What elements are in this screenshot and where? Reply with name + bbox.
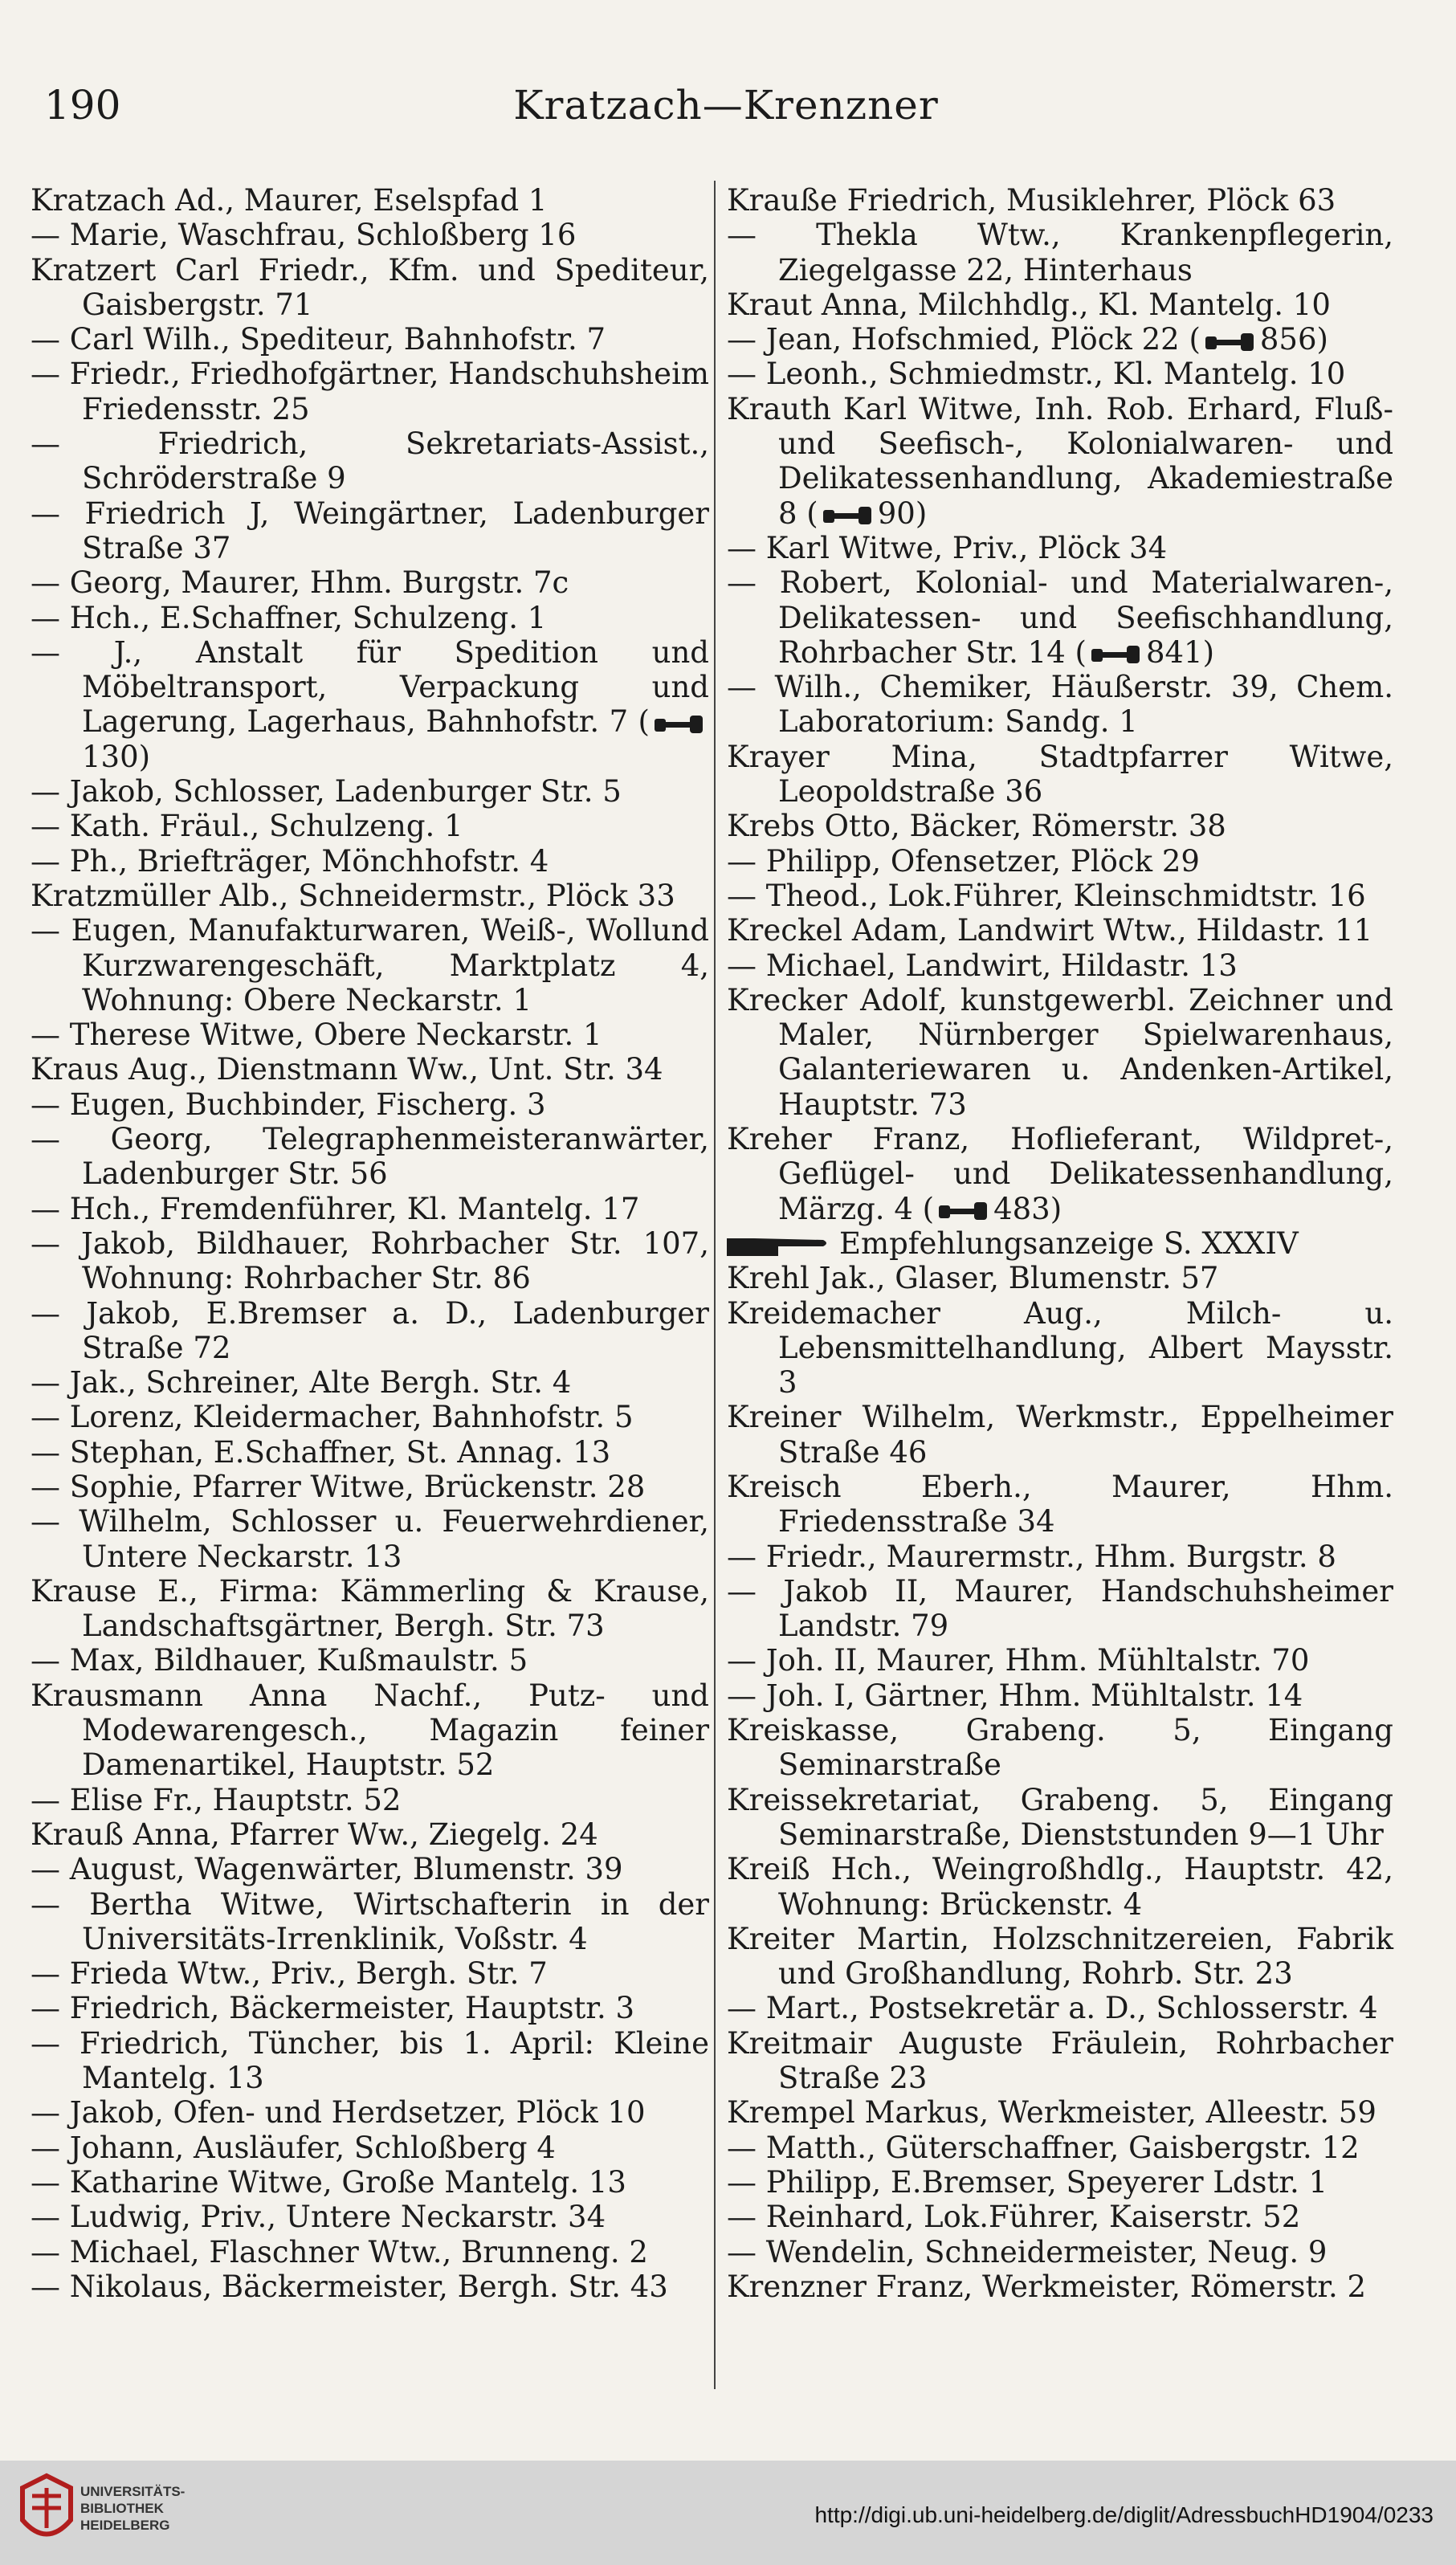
directory-entry [727, 1574, 1393, 1644]
entry-text: Krebs Otto, Bäcker, Römerstr. 38 [727, 809, 1226, 844]
entry-text: Kreisch Eberh., Maurer, Hhm. Friedensstraße 34 [727, 1469, 1393, 1539]
entry-text: — Friedr., Maurermstr., Hhm. Burgstr. 8 [727, 1539, 1336, 1574]
directory-entry [727, 2165, 1393, 2200]
logo-text [80, 2483, 185, 2534]
entry-text: Kratzert Carl Friedr., Kfm. und Spediteur, Gaisbergstr. 71 [31, 252, 709, 322]
directory-entry [31, 496, 709, 566]
entry-text: — Wilh., Chemiker, Häußerstr. 39, Chem. Laboratorium: Sandg. 1 [727, 670, 1393, 740]
entry-text: — Wendelin, Schneidermeister, Neug. 9 [727, 2234, 1328, 2269]
directory-entry [31, 913, 709, 1017]
source-url-link[interactable]: http://digi.ub.uni-heidelberg.de/diglit/AdressbuchHD1904/0233 [814, 2502, 1434, 2527]
entry-text: — Jakob, Schlosser, Ladenburger Str. 5 [31, 774, 622, 809]
directory-entry [31, 635, 709, 774]
entry-text: — Friedrich, Sekretariats-Assist., Schröderstraße 9 [31, 426, 709, 496]
entry-text: Krayer Mina, Stadtpfarrer Witwe, Leopoldstraße 36 [727, 739, 1393, 809]
entry-text: Kraus Aug., Dienstmann Ww., Unt. Str. 34 [31, 1052, 663, 1087]
entry-text: — Sophie, Pfarrer Witwe, Brückenstr. 28 [31, 1469, 646, 1504]
directory-entry [31, 1052, 709, 1087]
entry-text: Kreiter Martin, Holzschnitzereien, Fabrik und Großhandlung, Rohrb. Str. 23 [727, 1921, 1393, 1992]
directory-entry [31, 1122, 709, 1192]
directory-entry [727, 2095, 1393, 2130]
phone-number: 841 [1145, 634, 1203, 670]
directory-entry [31, 1956, 709, 1991]
directory-entry [31, 2095, 709, 2130]
directory-entry [727, 2200, 1393, 2234]
entry-text: Krausmann Anna Nachf., Putz- und Modewarengesch., Magazin feiner Damenartikel, Hauptstr. 52 [31, 1678, 709, 1783]
column-divider [714, 181, 716, 2389]
entry-text: Kratzach Ad., Maurer, Eselspfad 1 [31, 183, 548, 218]
directory-entry [31, 2235, 709, 2269]
entry-text: Kreiner Wilhelm, Werkmstr., Eppelheimer Straße 46 [727, 1400, 1393, 1470]
closing-paren: ) [138, 739, 151, 774]
entry-text: — Carl Wilh., Spediteur, Bahnhofstr. 7 [31, 322, 606, 357]
entry-text: — Marie, Waschfrau, Schloßberg 16 [31, 218, 577, 253]
entry-text: Krauß Anna, Pfarrer Ww., Ziegelg. 24 [31, 1817, 598, 1852]
running-title: Kratzach—Krenzner [513, 82, 939, 128]
entry-text: — Philipp, E.Bremser, Speyerer Ldstr. 1 [727, 2164, 1328, 2200]
entry-text: — Joh. II, Maurer, Hhm. Mühltalstr. 70 [727, 1643, 1310, 1678]
directory-entry [31, 1991, 709, 2025]
entry-text: — Elise Fr., Hauptstr. 52 [31, 1782, 402, 1817]
entry-text: — Therese Witwe, Obere Neckarstr. 1 [31, 1017, 602, 1053]
directory-entry [31, 1504, 709, 1574]
directory-entry [727, 183, 1393, 218]
entry-text: — Michael, Flaschner Wtw., Brunneng. 2 [31, 2234, 648, 2269]
directory-entry [727, 844, 1393, 879]
closing-paren: ) [915, 495, 928, 531]
directory-entry [727, 1922, 1393, 1992]
entry-text: — Nikolaus, Bäckermeister, Bergh. Str. 43 [31, 2269, 668, 2304]
entry-text: — Friedrich, Bäckermeister, Hauptstr. 3 [31, 1991, 635, 2026]
directory-entry [727, 322, 1393, 357]
directory-entry [31, 1783, 709, 1817]
page-header [44, 74, 1408, 146]
entry-text: — J., Anstalt für Spedition und Möbeltransport, Verpackung und Lagerung, Lagerhaus, Bahnhofstr. 7 ( [31, 634, 709, 740]
entry-text: — Johann, Ausläufer, Schloßberg 4 [31, 2130, 556, 2165]
directory-entry [727, 983, 1393, 1122]
entry-text: — Friedr., Friedhofgärtner, Handschuhsheim Friedensstr. 25 [31, 357, 709, 426]
directory-entry [31, 809, 709, 843]
entry-text: — Max, Bildhauer, Kußmaulstr. 5 [31, 1643, 528, 1678]
directory-entry [31, 2165, 709, 2200]
entry-text: — Georg, Telegraphenmeisteranwärter, Ladenburger Str. 56 [31, 1122, 709, 1192]
directory-entry [727, 2235, 1393, 2269]
entry-text: — Eugen, Buchbinder, Fischerg. 3 [31, 1087, 546, 1122]
directory-entry [727, 1643, 1393, 1678]
directory-entry [31, 322, 709, 357]
entry-text: — Eugen, Manufakturwaren, Weiß-, Wollund Kurzwarengeschäft, Marktplatz 4, Wohnung: Obere Neckarstr. 1 [31, 913, 709, 1017]
entry-text: — Jean, Hofschmied, Plöck 22 ( [727, 322, 1201, 357]
directory-entry [727, 218, 1393, 287]
directory-entry [727, 1226, 1393, 1261]
directory-entry [727, 392, 1393, 531]
entry-text: Krecker Adolf, kunstgewerbl. Zeichner und Maler, Nürnberger Spielwarenhaus, Galanteriewaren u. Andenken-Artikel, Hauptstr. 73 [727, 982, 1393, 1122]
directory-entry [31, 1296, 709, 1366]
entry-text: Kratzmüller Alb., Schneidermstr., Plöck 33 [31, 878, 675, 913]
directory-entry [31, 1435, 709, 1470]
directory-entry [727, 1470, 1393, 1539]
entry-text: — Kath. Fräul., Schulzeng. 1 [31, 809, 463, 844]
directory-entry [31, 1192, 709, 1226]
entry-text: Kreitmair Auguste Fräulein, Rohrbacher Straße 23 [727, 2025, 1393, 2096]
directory-entry [31, 426, 709, 496]
entry-text: — Philipp, Ofensetzer, Plöck 29 [727, 843, 1200, 879]
directory-entry [727, 531, 1393, 565]
entry-text: — Matth., Güterschaffner, Gaisbergstr. 12 [727, 2130, 1360, 2165]
directory-entry [727, 1296, 1393, 1401]
entry-text: — Jakob, Bildhauer, Rohrbacher Str. 107, Wohnung: Rohrbacher Str. 86 [31, 1225, 709, 1296]
directory-entry [31, 1852, 709, 1886]
entry-text: — Hch., E.Schaffner, Schulzeng. 1 [31, 600, 547, 635]
directory-entry [727, 1678, 1393, 1713]
entry-text: — Friedrich J, Weingärtner, Ladenburger Straße 37 [31, 495, 709, 565]
entry-text: Kreiß Hch., Weingroßhdlg., Hauptstr. 42, Wohnung: Brückenstr. 4 [727, 1852, 1393, 1922]
directory-entry [727, 809, 1393, 843]
entry-text: Empfehlungsanzeige S. XXXIV [839, 1225, 1299, 1261]
entry-text: — Thekla Wtw., Krankenpflegerin, Ziegelgasse 22, Hinterhaus [727, 218, 1393, 287]
directory-entry [31, 1643, 709, 1678]
entry-text: Kreidemacher Aug., Milch- u. Lebensmittelhandlung, Albert Maysstr. 3 [727, 1295, 1393, 1401]
logo-line: UNIVERSITÄTS- [80, 2484, 186, 2499]
entry-text: — Frieda Wtw., Priv., Bergh. Str. 7 [31, 1956, 548, 1992]
entry-text: — Joh. I, Gärtner, Hhm. Mühltalstr. 14 [727, 1678, 1303, 1713]
entry-text: — Mart., Postsekretär a. D., Schlosserstr. 4 [727, 1991, 1378, 2026]
entry-text: — Reinhard, Lok.Führer, Kaiserstr. 52 [727, 2200, 1301, 2235]
entry-text: — Ludwig, Priv., Untere Neckarstr. 34 [31, 2200, 606, 2235]
directory-entry [31, 1817, 709, 1852]
directory-entry [31, 357, 709, 426]
entry-text: — Friedrich, Tüncher, bis 1. April: Kleine Mantelg. 13 [31, 2025, 709, 2096]
directory-entry [31, 565, 709, 600]
phone-number: 90 [877, 495, 916, 531]
directory-entry [727, 2131, 1393, 2165]
directory-entry [727, 1991, 1393, 2025]
directory-entry [31, 2026, 709, 2096]
directory-entry [727, 287, 1393, 322]
closing-paren: ) [1050, 1191, 1062, 1226]
directory-entry [727, 740, 1393, 809]
entry-text: Kraut Anna, Milchhdlg., Kl. Mantelg. 10 [727, 287, 1331, 322]
directory-entry [727, 1261, 1393, 1295]
directory-entry [31, 844, 709, 879]
logo-line: HEIDELBERG [80, 2518, 170, 2533]
entry-text: — Ph., Briefträger, Mönchhofstr. 4 [31, 843, 549, 879]
directory-entry [31, 1365, 709, 1400]
directory-entry [31, 2131, 709, 2165]
entry-text: — Leonh., Schmiedmstr., Kl. Mantelg. 10 [727, 357, 1346, 392]
directory-entry [727, 948, 1393, 983]
directory-entry [31, 879, 709, 913]
directory-entry [31, 1017, 709, 1052]
phone-number: 483 [993, 1191, 1050, 1226]
directory-entry [727, 2026, 1393, 2096]
directory-entry [727, 357, 1393, 391]
entry-text: — Wilhelm, Schlosser u. Feuerwehrdiener, Untere Neckarstr. 13 [31, 1504, 709, 1574]
directory-entry [31, 2200, 709, 2234]
directory-entry [31, 1470, 709, 1504]
entry-text: — Bertha Witwe, Wirtschafterin in der Universitäts-Irrenklinik, Voßstr. 4 [31, 1886, 709, 1956]
logo-line: BIBLIOTHEK [80, 2501, 164, 2516]
entry-text: — Jakob, E.Bremser a. D., Ladenburger Straße 72 [31, 1295, 709, 1365]
phone-number: 130 [82, 739, 139, 774]
telephone-icon [937, 1199, 990, 1223]
telephone-icon [1204, 330, 1257, 354]
entry-text: — Robert, Kolonial- und Materialwaren-, Delikatessen- und Seefischhandlung, Rohrbacher Str. 14 ( [727, 565, 1393, 670]
directory-entry [727, 1122, 1393, 1226]
directory-entry [727, 1400, 1393, 1470]
entry-text: Krempel Markus, Werkmeister, Alleestr. 59 [727, 2095, 1376, 2131]
entry-text: — Georg, Maurer, Hhm. Burgstr. 7c [31, 565, 569, 601]
directory-entry [727, 1783, 1393, 1853]
directory-entry [727, 1852, 1393, 1922]
directory-entry [727, 913, 1393, 948]
entry-text: Kraußе Friedrich, Musiklehrer, Plöck 63 [727, 183, 1336, 218]
directory-entry [727, 1539, 1393, 1574]
directory-entry [31, 1226, 709, 1296]
right-column [727, 183, 1393, 2351]
directory-entry [31, 1087, 709, 1122]
directory-entry [727, 565, 1393, 670]
telephone-icon [822, 504, 875, 528]
page-number: 190 [44, 82, 121, 128]
entry-text: — August, Wagenwärter, Blumenstr. 39 [31, 1852, 623, 1887]
telephone-icon [653, 712, 706, 736]
left-column [31, 183, 709, 2351]
directory-entry [31, 601, 709, 635]
footer-bar [0, 2461, 1456, 2565]
entry-text: Kreissekretariat, Grabeng. 5, Eingang Seminarstraße, Dienststunden 9—1 Uhr [727, 1782, 1393, 1852]
entry-text: — Theod., Lok.Führer, Kleinschmidtstr. 16 [727, 878, 1366, 913]
directory-entry [727, 1713, 1393, 1783]
entry-text: Kreher Franz, Hoflieferant, Wildpret-, Geflügel- und Delikatessenhandlung, Märzg. 4 ( [727, 1122, 1393, 1226]
entry-text: Krehl Jak., Glaser, Blumenstr. 57 [727, 1261, 1219, 1296]
entry-text: — Jakob II, Maurer, Handschuhsheimer Landstr. 79 [727, 1573, 1393, 1644]
directory-entry [31, 1574, 709, 1644]
entry-text: Krause E., Firma: Kämmerling & Krause, Landschaftsgärtner, Bergh. Str. 73 [31, 1573, 709, 1644]
entry-text: — Karl Witwe, Priv., Plöck 34 [727, 530, 1168, 565]
entry-text: — Jak., Schreiner, Alte Bergh. Str. 4 [31, 1365, 572, 1401]
directory-entry [31, 1887, 709, 1957]
directory-entry [31, 253, 709, 323]
entry-text: Kreiskasse, Grabeng. 5, Eingang Seminarstraße [727, 1713, 1393, 1783]
directory-entry [31, 774, 709, 809]
directory-entry [727, 2269, 1393, 2304]
entry-text: Krenzner Franz, Werkmeister, Römerstr. 2 [727, 2269, 1367, 2304]
entry-text: — Lorenz, Kleidermacher, Bahnhofstr. 5 [31, 1400, 634, 1435]
pointing-hand-icon [727, 1232, 831, 1259]
entry-text: Kreckel Adam, Landwirt Wtw., Hildastr. 11 [727, 913, 1373, 948]
phone-number: 856 [1259, 322, 1317, 357]
telephone-icon [1090, 642, 1143, 667]
directory-entry [727, 670, 1393, 740]
entry-text: — Hch., Fremdenführer, Kl. Mantelg. 17 [31, 1191, 640, 1226]
directory-entry [31, 218, 709, 252]
entry-text: — Katharine Witwe, Große Mantelg. 13 [31, 2164, 626, 2200]
directory-entry [31, 183, 709, 218]
entry-text: — Stephan, E.Schaffner, St. Annag. 13 [31, 1434, 611, 1470]
entry-text: — Jakob, Ofen- und Herdsetzer, Plöck 10 [31, 2095, 646, 2131]
directory-entry [31, 1400, 709, 1434]
closing-paren: ) [1316, 322, 1328, 357]
closing-paren: ) [1202, 634, 1214, 670]
directory-entry [727, 879, 1393, 913]
directory-entry [31, 1678, 709, 1783]
entry-text: Krauth Karl Witwe, Inh. Rob. Erhard, Fluß- und Seefisch-, Kolonialwaren- und Delikatessenhandlung, Akademiestraße 8 ( [727, 391, 1393, 531]
entry-text: — Michael, Landwirt, Hildastr. 13 [727, 948, 1238, 983]
directory-entry [31, 2269, 709, 2304]
